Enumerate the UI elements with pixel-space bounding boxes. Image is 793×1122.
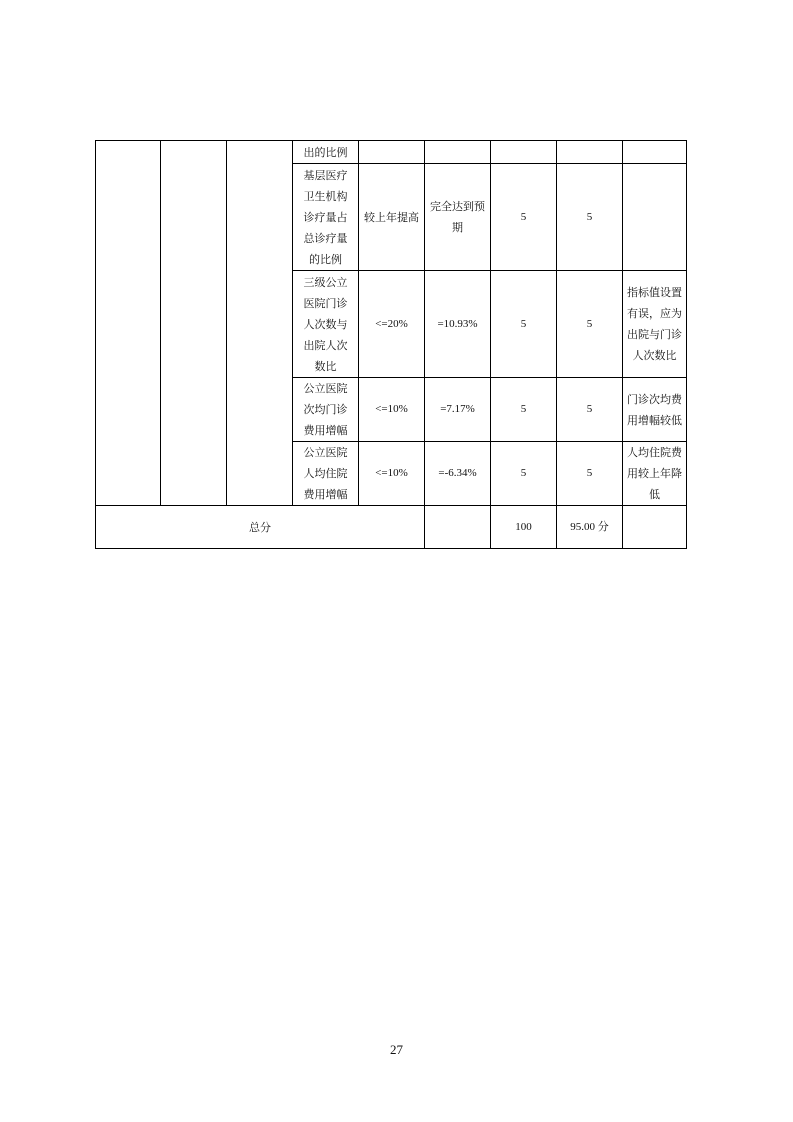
max-score-cell: 5 xyxy=(491,378,557,442)
performance-score-table xyxy=(95,140,687,549)
total-label-cell: 总分 xyxy=(96,506,425,549)
target-cell xyxy=(359,141,425,164)
target-cell: <=10% xyxy=(359,442,425,506)
target-cell: <=20% xyxy=(359,271,425,378)
note-cell: 人均住院费用较上年降低 xyxy=(623,442,687,506)
total-row xyxy=(96,506,687,549)
page-number: 27 xyxy=(390,1042,403,1057)
indicator-cell: 出的比例 xyxy=(293,141,359,164)
total-actual-cell xyxy=(425,506,491,549)
max-score-cell xyxy=(491,141,557,164)
actual-cell: =7.17% xyxy=(425,378,491,442)
max-score-cell: 5 xyxy=(491,271,557,378)
score-cell: 5 xyxy=(557,442,623,506)
note-cell xyxy=(623,164,687,271)
table-row xyxy=(96,141,687,164)
score-cell: 5 xyxy=(557,164,623,271)
actual-cell: =-6.34% xyxy=(425,442,491,506)
max-score-cell: 5 xyxy=(491,164,557,271)
level2-indicator-cell xyxy=(161,141,227,506)
indicator-cell: 公立医院次均门诊费用增幅 xyxy=(293,378,359,442)
indicator-cell: 基层医疗卫生机构诊疗量占总诊疗量的比例 xyxy=(293,164,359,271)
total-score-cell: 95.00 分 xyxy=(557,506,623,549)
indicator-cell: 三级公立医院门诊人次数与出院人次数比 xyxy=(293,271,359,378)
total-max-score-cell: 100 xyxy=(491,506,557,549)
max-score-cell: 5 xyxy=(491,442,557,506)
target-cell: <=10% xyxy=(359,378,425,442)
actual-cell: =10.93% xyxy=(425,271,491,378)
actual-cell xyxy=(425,141,491,164)
actual-cell: 完全达到预期 xyxy=(425,164,491,271)
score-cell: 5 xyxy=(557,378,623,442)
note-cell: 指标值设置有误，应为出院与门诊人次数比 xyxy=(623,271,687,378)
target-cell: 较上年提高 xyxy=(359,164,425,271)
note-cell: 门诊次均费用增幅较低 xyxy=(623,378,687,442)
total-note-cell xyxy=(623,506,687,549)
level1-indicator-cell xyxy=(96,141,161,506)
indicator-cell: 公立医院人均住院费用增幅 xyxy=(293,442,359,506)
note-cell xyxy=(623,141,687,164)
level3-indicator-cell xyxy=(227,141,293,506)
score-cell xyxy=(557,141,623,164)
score-cell: 5 xyxy=(557,271,623,378)
